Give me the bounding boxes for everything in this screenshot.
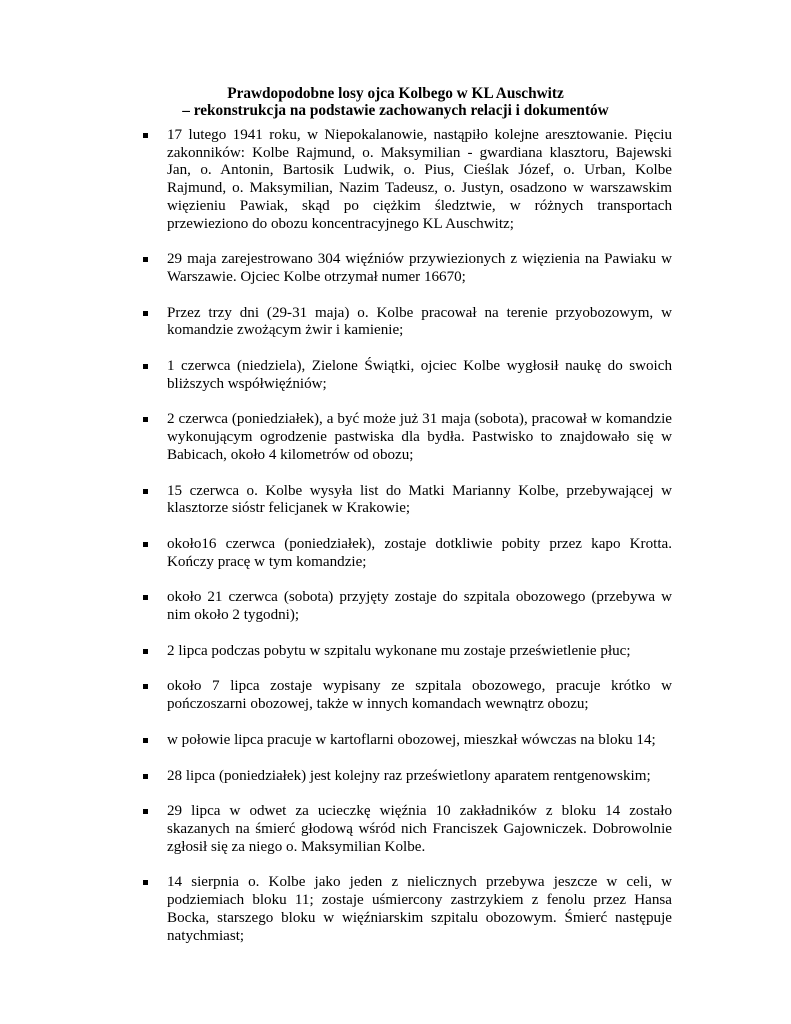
bullet-icon [143,809,148,814]
list-item-text: w połowie lipca pracuje w kartoflarni obozowej, mieszkał wówczas na bloku 14; [167,731,656,748]
list-item-text: 1 czerwca (niedziela), Zielone Świątki, ojciec Kolbe wygłosił naukę do swoich bliższych współwięźniów; [167,358,672,392]
list-item [167,678,672,713]
list-item [167,768,672,786]
list-item-text: 29 maja zarejestrowano 304 więźniów przywiezionych z więzienia na Pawiaku w Warszawie. Ojciec Kolbe otrzymał numer 16670; [167,251,672,285]
list-item-text: 2 czerwca (poniedziałek), a być może już 31 maja (sobota), pracował w komandzie wykonującym ogrodzenie pastwiska dla bydła. Pastwisko to znajdowało się w Babicach, około 4 kilometrów od obozu; [167,411,672,463]
list-item [167,358,672,393]
list-item [167,732,672,750]
bullet-icon [143,880,148,885]
title-line-2: – rekonstrukcja na podstawie zachowanych relacji i dokumentów [182,102,609,119]
bullet-icon [143,417,148,422]
bullet-icon [143,257,148,262]
bullet-icon [143,595,148,600]
bullet-icon [143,684,148,689]
bullet-icon [143,133,148,138]
list-item-text: około 21 czerwca (sobota) przyjęty zostaje do szpitala obozowego (przebywa w nim około 2 tygodni); [167,589,672,624]
bullet-icon [143,489,148,494]
list-item-text: Przez trzy dni (29-31 maja) o. Kolbe pracował na terenie przyobozowym, w komandzie zwożącym żwir i kamienie; [167,304,672,339]
list-item-text: około 7 lipca zostaje wypisany ze szpitala obozowego, pracuje krótko w pończoszarni obozowej, także w innych komandach wewnątrz obozu; [167,678,672,713]
list-item-text: 29 lipca w odwet za ucieczkę więźnia 10 zakładników z bloku 14 zostało skazanych na śmierć głodową wśród nich Franciszek Gajowniczek. Dobrowolnie zgłosił się za niego o. Maksymilian Kolbe. [167,803,672,855]
list-item [167,874,672,945]
list-item [167,803,672,856]
list-item-text: 17 lutego 1941 roku, w Niepokalanowie, nastąpiło kolejne aresztowanie. Pięciu zakonników: Kolbe Rajmund, o. Maksymilian - gwardiana klasztoru, Bajewski Jan, o. Antonin, Bartosik Ludwik, o. Pius, Cieślak Józef, o. Urban, Kolbe Rajmund, o. Maksymilian, Nazim Tadeusz, o. Justyn, osadzono w warszawskim więzieniu Pawiak, skąd po ciężkim śledztwie, w różnych transportach przewieziono do obozu koncentracyjnego KL Auschwitz; [167,127,672,232]
list-item [167,643,672,661]
timeline-list [0,127,791,963]
bullet-icon [143,311,148,316]
list-item [167,127,672,233]
list-item-text: około16 czerwca (poniedziałek), zostaje dotkliwie pobity przez kapo Krotta. Kończy pracę w tym komandzie; [167,535,672,570]
list-item-text: 15 czerwca o. Kolbe wysyła list do Matki Marianny Kolbe, przebywającej w klasztorze sióstr felicjanek w Krakowie; [167,482,672,517]
list-item-text: 28 lipca (poniedziałek) jest kolejny raz prześwietlony aparatem rentgenowskim; [167,767,651,784]
list-item [167,483,672,518]
document-title [100,85,691,119]
bullet-icon [143,774,148,779]
list-item [167,251,672,286]
bullet-icon [143,738,148,743]
list-item-text: 2 lipca podczas pobytu w szpitalu wykonane mu zostaje prześwietlenie płuc; [167,642,631,659]
list-item [167,305,672,340]
list-item [167,411,672,464]
title-line-1: Prawdopodobne losy ojca Kolbego w KL Auschwitz [227,85,564,102]
bullet-icon [143,649,148,654]
list-item-text: 14 sierpnia o. Kolbe jako jeden z nielicznych przebywa jeszcze w celi, w podziemiach bloku 11; zostaje uśmiercony zastrzykiem z fenolu przez Hansa Bocka, starszego bloku w więźniarskim szpitalu obozowym. Śmierć następuje natychmiast; [167,874,672,944]
list-item [167,536,672,571]
bullet-icon [143,542,148,547]
bullet-icon [143,364,148,369]
list-item [167,589,672,624]
